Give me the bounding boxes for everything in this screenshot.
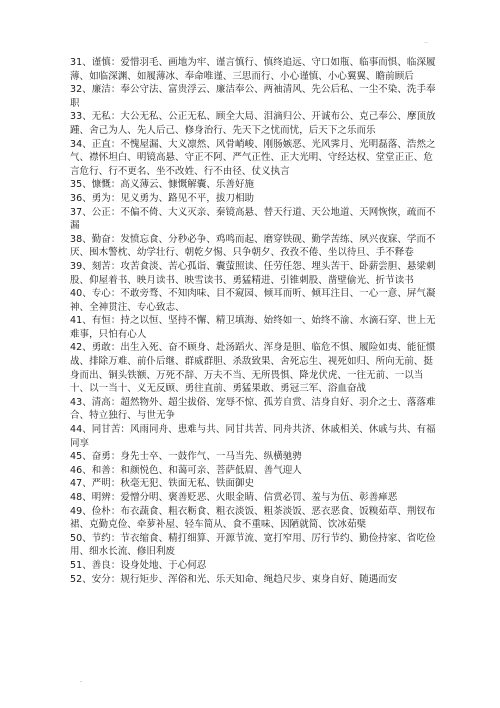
entry-49: 49、俭朴：布衣蔬食、粗衣粝食、粗衣淡饭、粗茶淡饭、恶衣恶食、饭糗茹草、荆钗布裙、克勤克俭、牵萝补屋、轻车简从、食不重味、因陋就简、饮冰茹檗 — [70, 505, 436, 531]
entry-35: 35、慷慨：高义薄云、慷慨解囊、乐善好施 — [70, 179, 255, 191]
entry-44: 44、同甘苦：风雨同舟、患难与共、同甘共苦、同舟共济、休戚相关、休戚与共、有福同享 — [70, 424, 436, 449]
entry-32: 32、廉洁：奉公守法、富贵浮云、廉洁奉公、两袖清风、先公后私、一尘不染、洗手奉职 — [70, 84, 436, 109]
entry-41: 41、有恒：持之以恒、坚持不懈、精卫填海、始终如一、始终不渝、水滴石穿、世上无难事，只怕有心人 — [70, 315, 436, 340]
entry-31: 31、谨慎：爱惜羽毛、画地为牢、谨言慎行、慎终追远、守口如瓶、临事而惧、临深履薄、如临深渊、如履薄冰、奉命唯谨、三思而行、小心谨慎、小心翼翼、瞻前顾后 — [70, 57, 436, 82]
entry-39: 39、刻苦：攻苦食淡、苦心孤诣、囊萤照读、任劳任怨、埋头苦干、卧薪尝胆、悬梁刺股、仰屋着书、映月读书、映雪读书、勇猛精进、引锥刺股、凿壁偷光、折节读书 — [70, 260, 436, 286]
entry-38: 38、勤奋：发愤忘食、分秒必争、鸡鸣而起、磨穿铁砚、勤学苦练、夙兴夜寐、学而不厌、囤木警枕、幼学壮行、朝乾夕惕、只争朝夕、孜孜不倦、坐以待旦、手不释卷 — [70, 233, 436, 259]
entry-36: 36、勇为：见义勇为、路见不平，拔刀相助 — [70, 192, 255, 204]
entry-46: 46、和善：和颜悦色、和蔼可亲、菩萨低眉、善气迎人 — [70, 464, 302, 476]
entry-47: 47、严明：秋毫无犯、铁面无私、铁面御史 — [70, 478, 255, 490]
idiom-list — [70, 56, 442, 586]
entry-43: 43、清高：超然物外、超尘拔俗、宠辱不惊、孤芳自赏、洁身自好、羽介之士、落落难合、特立独行、与世无争 — [70, 396, 436, 422]
footer-mark: . — [80, 676, 83, 684]
entry-48: 48、明辨：爱憎分明、褒善贬恶、火眼金睛、信赏必罚、羞与为伍、彰善瘅恶 — [70, 492, 398, 503]
entry-33: 33、无私：大公无私、公正无私、顾全大局、泪滴归公、开诚布公、克己奉公、摩顶放踵、舍己为人、先人后己、修身治行、先天下之忧而忧，后天下之乐而乐 — [70, 111, 436, 136]
entry-51: 51、善良：设身处地、于心何忍 — [70, 559, 207, 571]
entry-34: 34、正直：不愧屋漏、大义凛然、风骨峭峻、刚肠嫉恶、光风霁月、光明磊落、浩然之气、襟怀坦白、明镜高悬、守正不阿、严气正性、正大光明、守经达权、堂堂正正、危言危行、行不更名、坐不改姓、行不由径、仗义执言 — [70, 138, 436, 177]
entry-37: 37、公正：不偏不倚、大义灭亲、秦镜高悬、替天行道、天公地道、天网恢恢，疏而不漏 — [70, 206, 436, 232]
entry-42: 42、勇敢：出生入死、奋不顾身、赴汤蹈火、浑身是胆、临危不惧、履险如夷、能征惯战、排除万难、前仆后继、群威群胆、杀敌致果、舍死忘生、视死如归、所向无前、挺身而出、铜头铁额、万死不辞、万夫不当、无所畏惧、降龙伏虎、一往无前、一以当十、以一当十、义无反顾、勇往直前、勇猛果敢、勇冠三军、浴血奋战 — [70, 342, 436, 395]
entry-52: 52、安分：规行矩步、浑俗和光、乐天知命、绳趋尺步、束身自好、随遇而安 — [70, 573, 398, 585]
entry-50: 50、节约：节衣缩食、精打细算、开源节流、宽打窄用、厉行节约、勤俭持家、省吃俭用、细水长流、修旧利废 — [70, 532, 436, 558]
header-mark: .. — [424, 38, 428, 45]
entry-40: 40、专心：不敢旁骛、不知肉味、目不窥园、倾耳而听、倾耳注目、一心一意、屏气凝神、全神贯注、专心致志、 — [70, 288, 436, 313]
entry-45: 45、奋勇：身先士卒、一鼓作气、一马当先、纵横驰骋 — [70, 451, 302, 463]
